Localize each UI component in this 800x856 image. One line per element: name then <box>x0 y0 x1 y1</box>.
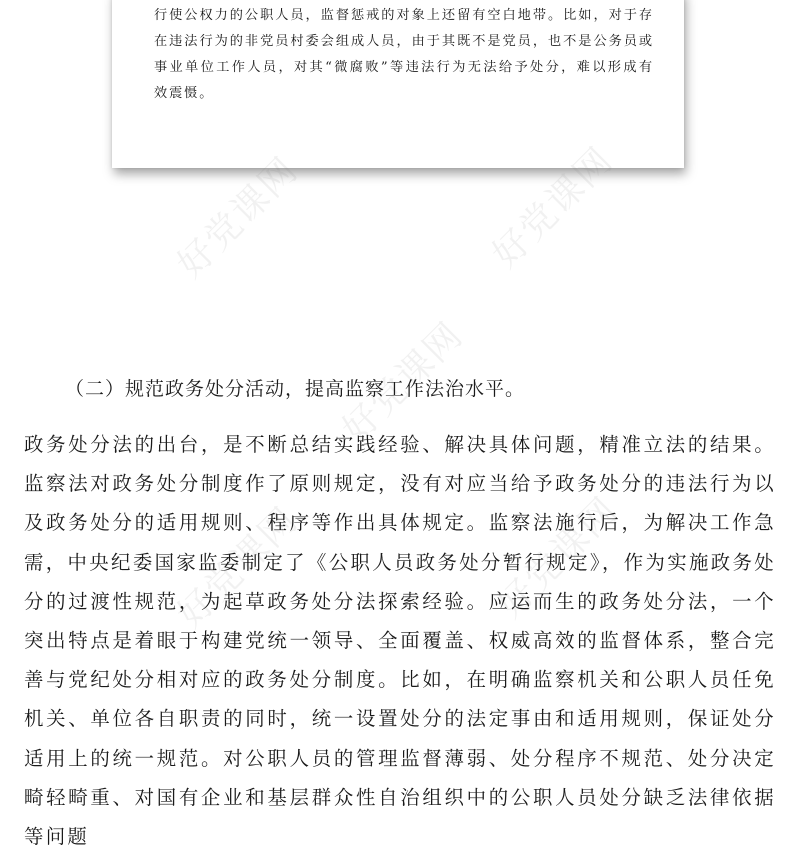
watermark-text: 好党课网 <box>334 314 472 451</box>
excerpt-text: 行使公权力的公职人员，监督惩戒的对象上还留有空白地带。比如，对于存在违法行为的非党员村委会组成人员，由于其既不是党员，也不是公务员或事业单位工作人员，对其“微腐败”等违法行为无法给予处分，难以形成有效震慑。 <box>154 8 654 101</box>
section-body: 政务处分法的出台，是不断总结实践经验、解决具体问题，精准立法的结果。监察法对政务处分制度作了原则规定，没有对应当给予政务处分的违法行为以及政务处分的适用规则、程序等作出具体规定。监察法施行后，为解决工作急需，中央纪委国家监委制定了《公职人员政务处分暂行规定》，作为实施政务处分的过渡性规范，为起草政务处分法探索经验。应运而生的政务处分法，一个突出特点是着眼于构建党统一领导、全面覆盖、权威高效的监督体系，整合完善与党纪处分相对应的政务处分制度。比如，在明确监察机关和公职人员任免机关、单位各自职责的同时，统一设置处分的法定事由和适用规则，保证处分适用上的统一规范。对公职人员的管理监督薄弱、处分程序不规范、处分决定畸轻畸重、对国有企业和基层群众性自治组织中的公职人员处分缺乏法律依据等问题 <box>24 433 776 849</box>
watermark-text: 好党课网 <box>484 139 622 276</box>
quoted-excerpt-card <box>112 0 684 168</box>
watermark-text: 好党课网 <box>169 499 307 636</box>
watermark-text: 好党课网 <box>169 149 307 286</box>
watermark-text: 好党课网 <box>489 489 627 626</box>
section-heading: （二）规范政务处分活动，提高监察工作法治水平。 <box>65 378 526 400</box>
